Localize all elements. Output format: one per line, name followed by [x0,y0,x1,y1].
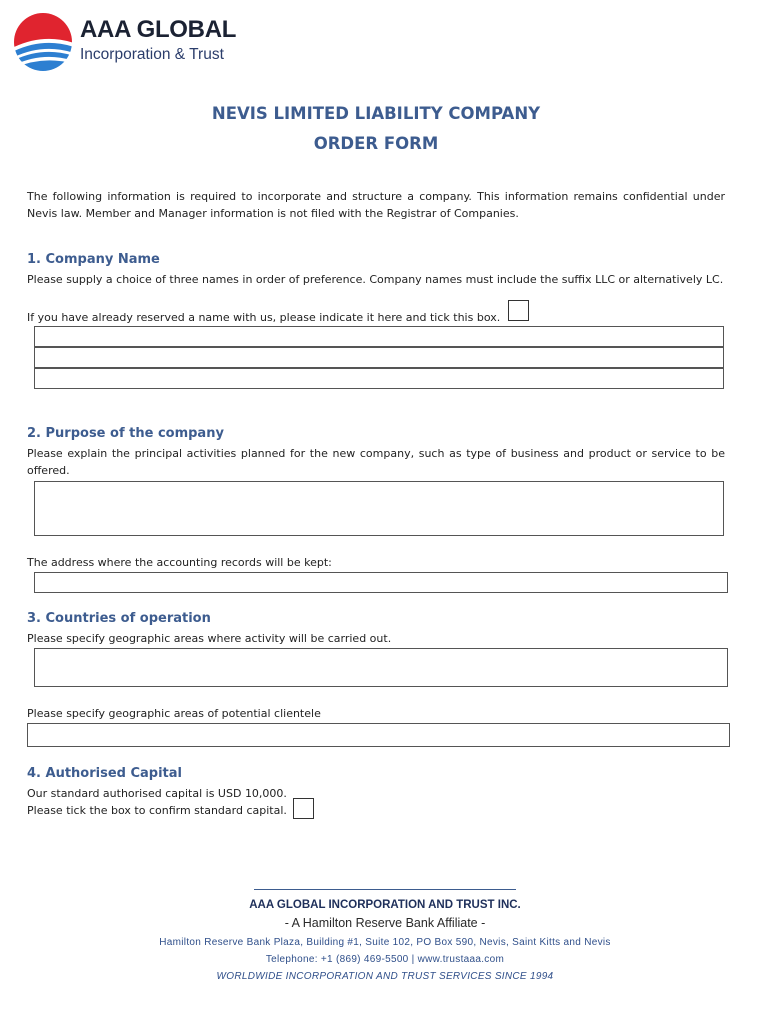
reserved-name-text: If you have already reserved a name with us, please indicate it here and tick this box. [27,311,501,324]
capital-confirm-text: Please tick the box to confirm standard capital. [27,804,287,817]
footer-divider [254,889,516,890]
intro-paragraph: The following information is required to incorporate and structure a company. This information remains confidential under Nevis law. Member and Manager information is not filed with the Registrar of Companies. [27,190,725,220]
section-2-text: Please explain the principal activities planned for the new company, such as type of business and product or service to be offered. [27,447,725,477]
form-subtitle: ORDER FORM [313,134,439,153]
section-1-heading: 1. Company Name [27,252,160,267]
footer-contact: Telephone: +1 (869) 469-5500 | www.trustaaa.com [265,954,505,965]
reserved-name-checkbox[interactable] [508,300,529,321]
standard-capital-checkbox[interactable] [293,798,314,819]
footer-affiliate: - A Hamilton Reserve Bank Affiliate - [284,916,486,930]
footer-company: AAA GLOBAL INCORPORATION AND TRUST INC. [249,899,521,911]
activity-areas-textarea[interactable] [34,648,728,687]
section-1-text: Please supply a choice of three names in order of preference. Company names must include the suffix LLC or alternatively LC. [27,273,724,286]
form-title: NEVIS LIMITED LIABILITY COMPANY [211,104,541,123]
accounting-address-field[interactable] [34,572,728,593]
section-3-text: Please specify geographic areas where activity will be carried out. [27,632,392,645]
footer-tagline: WORLDWIDE INCORPORATION AND TRUST SERVICES SINCE 1994 [216,971,554,982]
section-4-heading: 4. Authorised Capital [27,766,182,781]
company-name-choice-1[interactable] [34,326,724,347]
company-name-choice-3[interactable] [34,368,724,389]
footer-address: Hamilton Reserve Bank Plaza, Building #1, Suite 102, PO Box 590, Nevis, Saint Kitts and Nevis [159,937,611,948]
company-name-choice-2[interactable] [34,347,724,368]
section-2-heading: 2. Purpose of the company [27,426,224,441]
clientele-areas-field[interactable] [27,723,730,747]
section-3-heading: 3. Countries of operation [27,611,211,626]
company-logo [14,13,254,75]
brand-name: AAA GLOBAL [80,16,237,43]
clientele-text: Please specify geographic areas of potential clientele [27,707,321,720]
accounting-address-text: The address where the accounting records will be kept: [27,556,332,569]
purpose-textarea[interactable] [34,481,724,536]
brand-subtitle: Incorporation & Trust [80,46,224,63]
capital-text: Our standard authorised capital is USD 10,000. [27,787,287,800]
globe-logo-icon [14,13,74,73]
